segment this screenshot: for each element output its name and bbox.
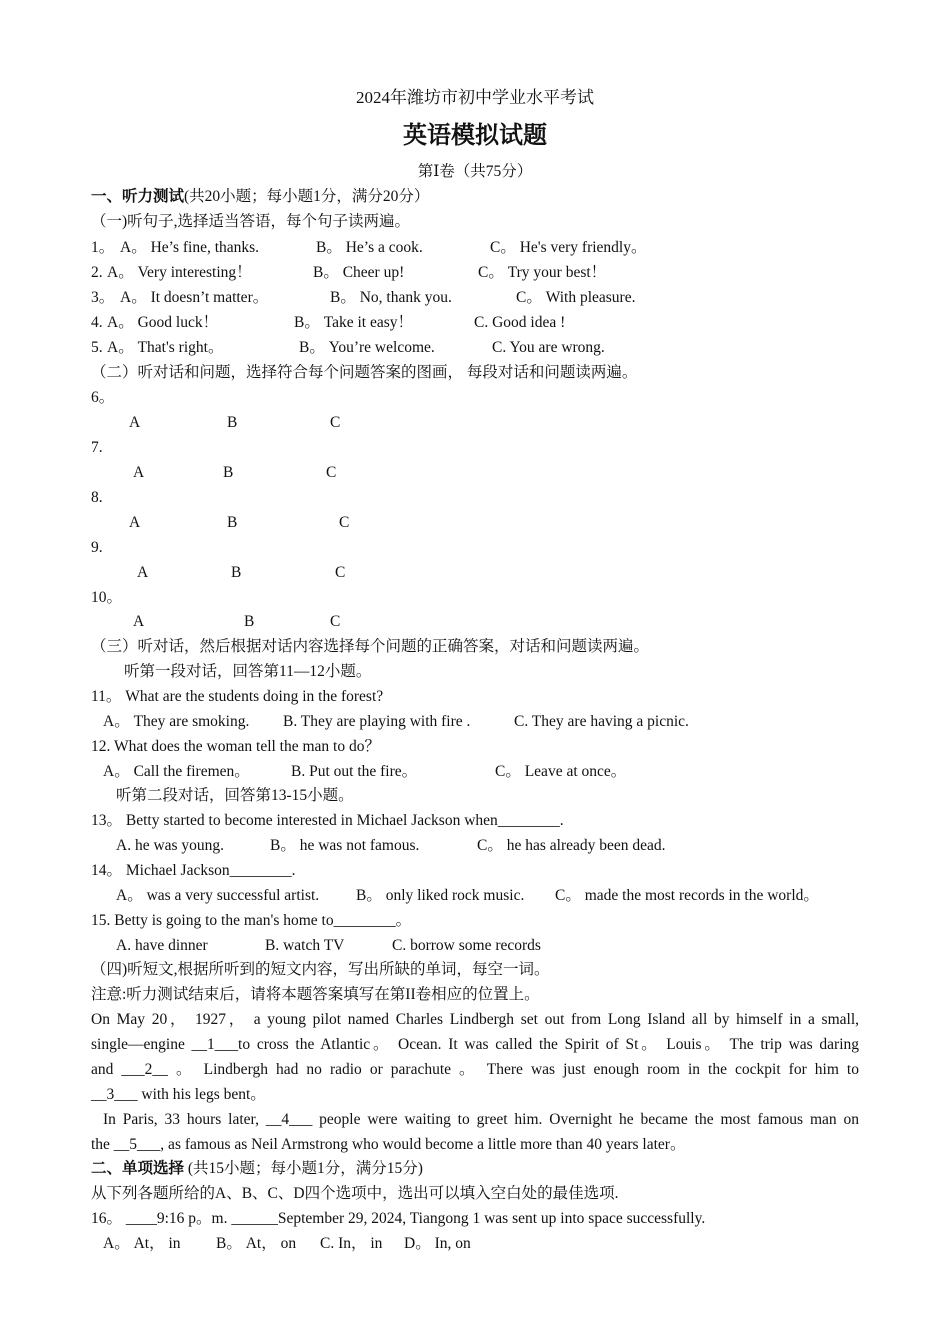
q6-number: 6。 bbox=[91, 389, 115, 406]
q5-option-b: B。 You’re welcome. bbox=[299, 339, 435, 356]
q16-option-a: A。 At， in bbox=[103, 1235, 181, 1252]
q9-number: 9. bbox=[91, 539, 103, 556]
part4-instruction: （四)听短文,根据所听到的短文内容，写出所缺的单词，每空一词。 bbox=[91, 961, 550, 978]
q6-option-a: A bbox=[129, 414, 141, 431]
q3-option-a: A。 It doesn’t matter。 bbox=[120, 289, 269, 306]
dialog2-note: 听第二段对话，回答第13-15小题。 bbox=[116, 787, 354, 804]
q12-option-a: A。 Call the firemen。 bbox=[103, 763, 250, 780]
q16-option-d: D。 In, on bbox=[404, 1235, 471, 1252]
passage-line-5: In Paris, 33 hours later, __4___ people were waiting to greet him. Overnight he became the most famous man on bbox=[103, 1111, 859, 1128]
q11-option-c: C. They are having a picnic. bbox=[514, 713, 689, 730]
q8-option-c: C bbox=[339, 514, 350, 531]
q11-option-a: A。 They are smoking. bbox=[103, 713, 250, 730]
q11-option-b: B. They are playing with fire . bbox=[283, 713, 471, 730]
q8-option-b: B bbox=[227, 514, 238, 531]
q13-stem: 13。 Betty started to become interested in Michael Jackson when________. bbox=[91, 812, 564, 829]
q7-option-a: A bbox=[133, 464, 145, 481]
q6-option-c: C bbox=[330, 414, 341, 431]
q16-stem: 16。 ____9:16 p。m. ______September 29, 2024, Tiangong 1 was sent up into space successfully. bbox=[91, 1210, 706, 1227]
passage-line-6: the __5___, as famous as Neil Armstrong who would become a little more than 40 years later。 bbox=[91, 1136, 686, 1153]
section1-title: 一、听力测试 bbox=[91, 188, 185, 205]
q15-stem: 15. Betty is going to the man's home to________。 bbox=[91, 912, 412, 929]
q1-number: 1。 bbox=[91, 239, 115, 256]
q2-option-b: B。 Cheer up! bbox=[313, 264, 405, 281]
q3-number: 3。 bbox=[91, 289, 115, 306]
q5-option-c: C. You are wrong. bbox=[492, 339, 605, 356]
q15-option-c: C. borrow some records bbox=[392, 937, 541, 954]
q6-option-b: B bbox=[227, 414, 238, 431]
dialog1-note: 听第一段对话，回答第11—12小题。 bbox=[124, 663, 372, 680]
exam-title: 2024年潍坊市初中学业水平考试 bbox=[356, 88, 594, 107]
q10-option-a: A bbox=[133, 613, 145, 630]
q12-option-c: C。 Leave at once。 bbox=[495, 763, 627, 780]
q10-option-b: B bbox=[244, 613, 255, 630]
paper-title: 英语模拟试题 bbox=[403, 121, 547, 149]
passage-line-3: and ___2__ 。 Lindbergh had no radio or parachute 。 There was just enough room in the cockpit for him to bbox=[91, 1061, 859, 1078]
q10-number: 10。 bbox=[91, 589, 123, 606]
q4-option-c: C. Good idea ! bbox=[474, 314, 566, 331]
q16-option-b: B。 At， on bbox=[216, 1235, 297, 1252]
passage-line-2: single—engine __1___to cross the Atlantic。 Ocean. It was called the Spirit of St。 Louis。 The trip was daring bbox=[91, 1036, 859, 1053]
q9-option-a: A bbox=[137, 564, 149, 581]
q4-number: 4. bbox=[91, 314, 103, 331]
q2-option-a: A。 Very interesting！ bbox=[107, 264, 252, 281]
q1-option-a: A。 He’s fine, thanks. bbox=[120, 239, 260, 256]
q5-number: 5. bbox=[91, 339, 103, 356]
q1-option-c: C。 He's very friendly。 bbox=[490, 239, 647, 256]
q7-number: 7. bbox=[91, 439, 103, 456]
section1-heading bbox=[91, 187, 429, 207]
q13-option-c: C。 he has already been dead. bbox=[477, 837, 666, 854]
q4-option-b: B。 Take it easy！ bbox=[294, 314, 414, 331]
q14-stem: 14。 Michael Jackson________. bbox=[91, 862, 296, 879]
q4-option-a: A。 Good luck！ bbox=[107, 314, 219, 331]
q11-stem: 11。 What are the students doing in the forest? bbox=[91, 688, 384, 705]
q12-option-b: B. Put out the fire。 bbox=[291, 763, 418, 780]
passage-line-4: __3___ with his legs bent。 bbox=[91, 1086, 266, 1103]
q10-option-c: C bbox=[330, 613, 341, 630]
q1-option-b: B。 He’s a cook. bbox=[316, 239, 423, 256]
q13-option-b: B。 he was not famous. bbox=[270, 837, 420, 854]
section2-title-note: (共15小题；每小题1分，满分15分) bbox=[184, 1160, 423, 1177]
q3-option-b: B。 No, thank you. bbox=[330, 289, 452, 306]
q2-option-c: C。 Try your best！ bbox=[478, 264, 607, 281]
q9-option-c: C bbox=[335, 564, 346, 581]
q16-option-c: C. In， in bbox=[320, 1235, 383, 1252]
q5-option-a: A。 That's right。 bbox=[107, 339, 224, 356]
q8-number: 8. bbox=[91, 489, 103, 506]
part3-instruction: （三）听对话，然后根据对话内容选择每个问题的正确答案，对话和问题读两遍。 bbox=[91, 638, 650, 655]
q14-option-c: C。 made the most records in the world。 bbox=[555, 887, 819, 904]
passage-line-1: On May 20， 1927， a young pilot named Charles Lindbergh set out from Long Island all by himself in a small, bbox=[91, 1011, 859, 1028]
q9-option-b: B bbox=[231, 564, 242, 581]
q15-option-a: A. have dinner bbox=[116, 937, 208, 954]
part2-instruction: （二）听对话和问题，选择符合每个问题答案的图画， 每段对话和问题读两遍。 bbox=[91, 364, 638, 381]
q2-number: 2. bbox=[91, 264, 103, 281]
q7-option-b: B bbox=[223, 464, 234, 481]
section2-title: 二、单项选择 bbox=[91, 1160, 185, 1177]
part4-note: 注意:听力测试结束后，请将本题答案填写在第II卷相应的位置上。 bbox=[91, 986, 540, 1003]
section2-instruction: 从下列各题所给的A、B、C、D四个选项中，选出可以填入空白处的最佳选项. bbox=[91, 1185, 619, 1202]
q14-option-b: B。 only liked rock music. bbox=[356, 887, 525, 904]
q14-option-a: A。 was a very successful artist. bbox=[116, 887, 320, 904]
q12-stem: 12. What does the woman tell the man to do？ bbox=[91, 738, 380, 755]
part1-instruction: （一)听句子,选择适当答语，每个句子读两遍。 bbox=[91, 213, 411, 230]
q8-option-a: A bbox=[129, 514, 141, 531]
q3-option-c: C。 With pleasure. bbox=[516, 289, 636, 306]
q7-option-c: C bbox=[326, 464, 337, 481]
section2-heading bbox=[91, 1159, 423, 1179]
q15-option-b: B. watch TV bbox=[265, 937, 345, 954]
volume-label: 第Ⅰ卷（共75分） bbox=[417, 163, 533, 180]
q13-option-a: A. he was young. bbox=[116, 837, 225, 854]
section1-title-note: (共20小题；每小题1分，满分20分） bbox=[184, 188, 430, 205]
